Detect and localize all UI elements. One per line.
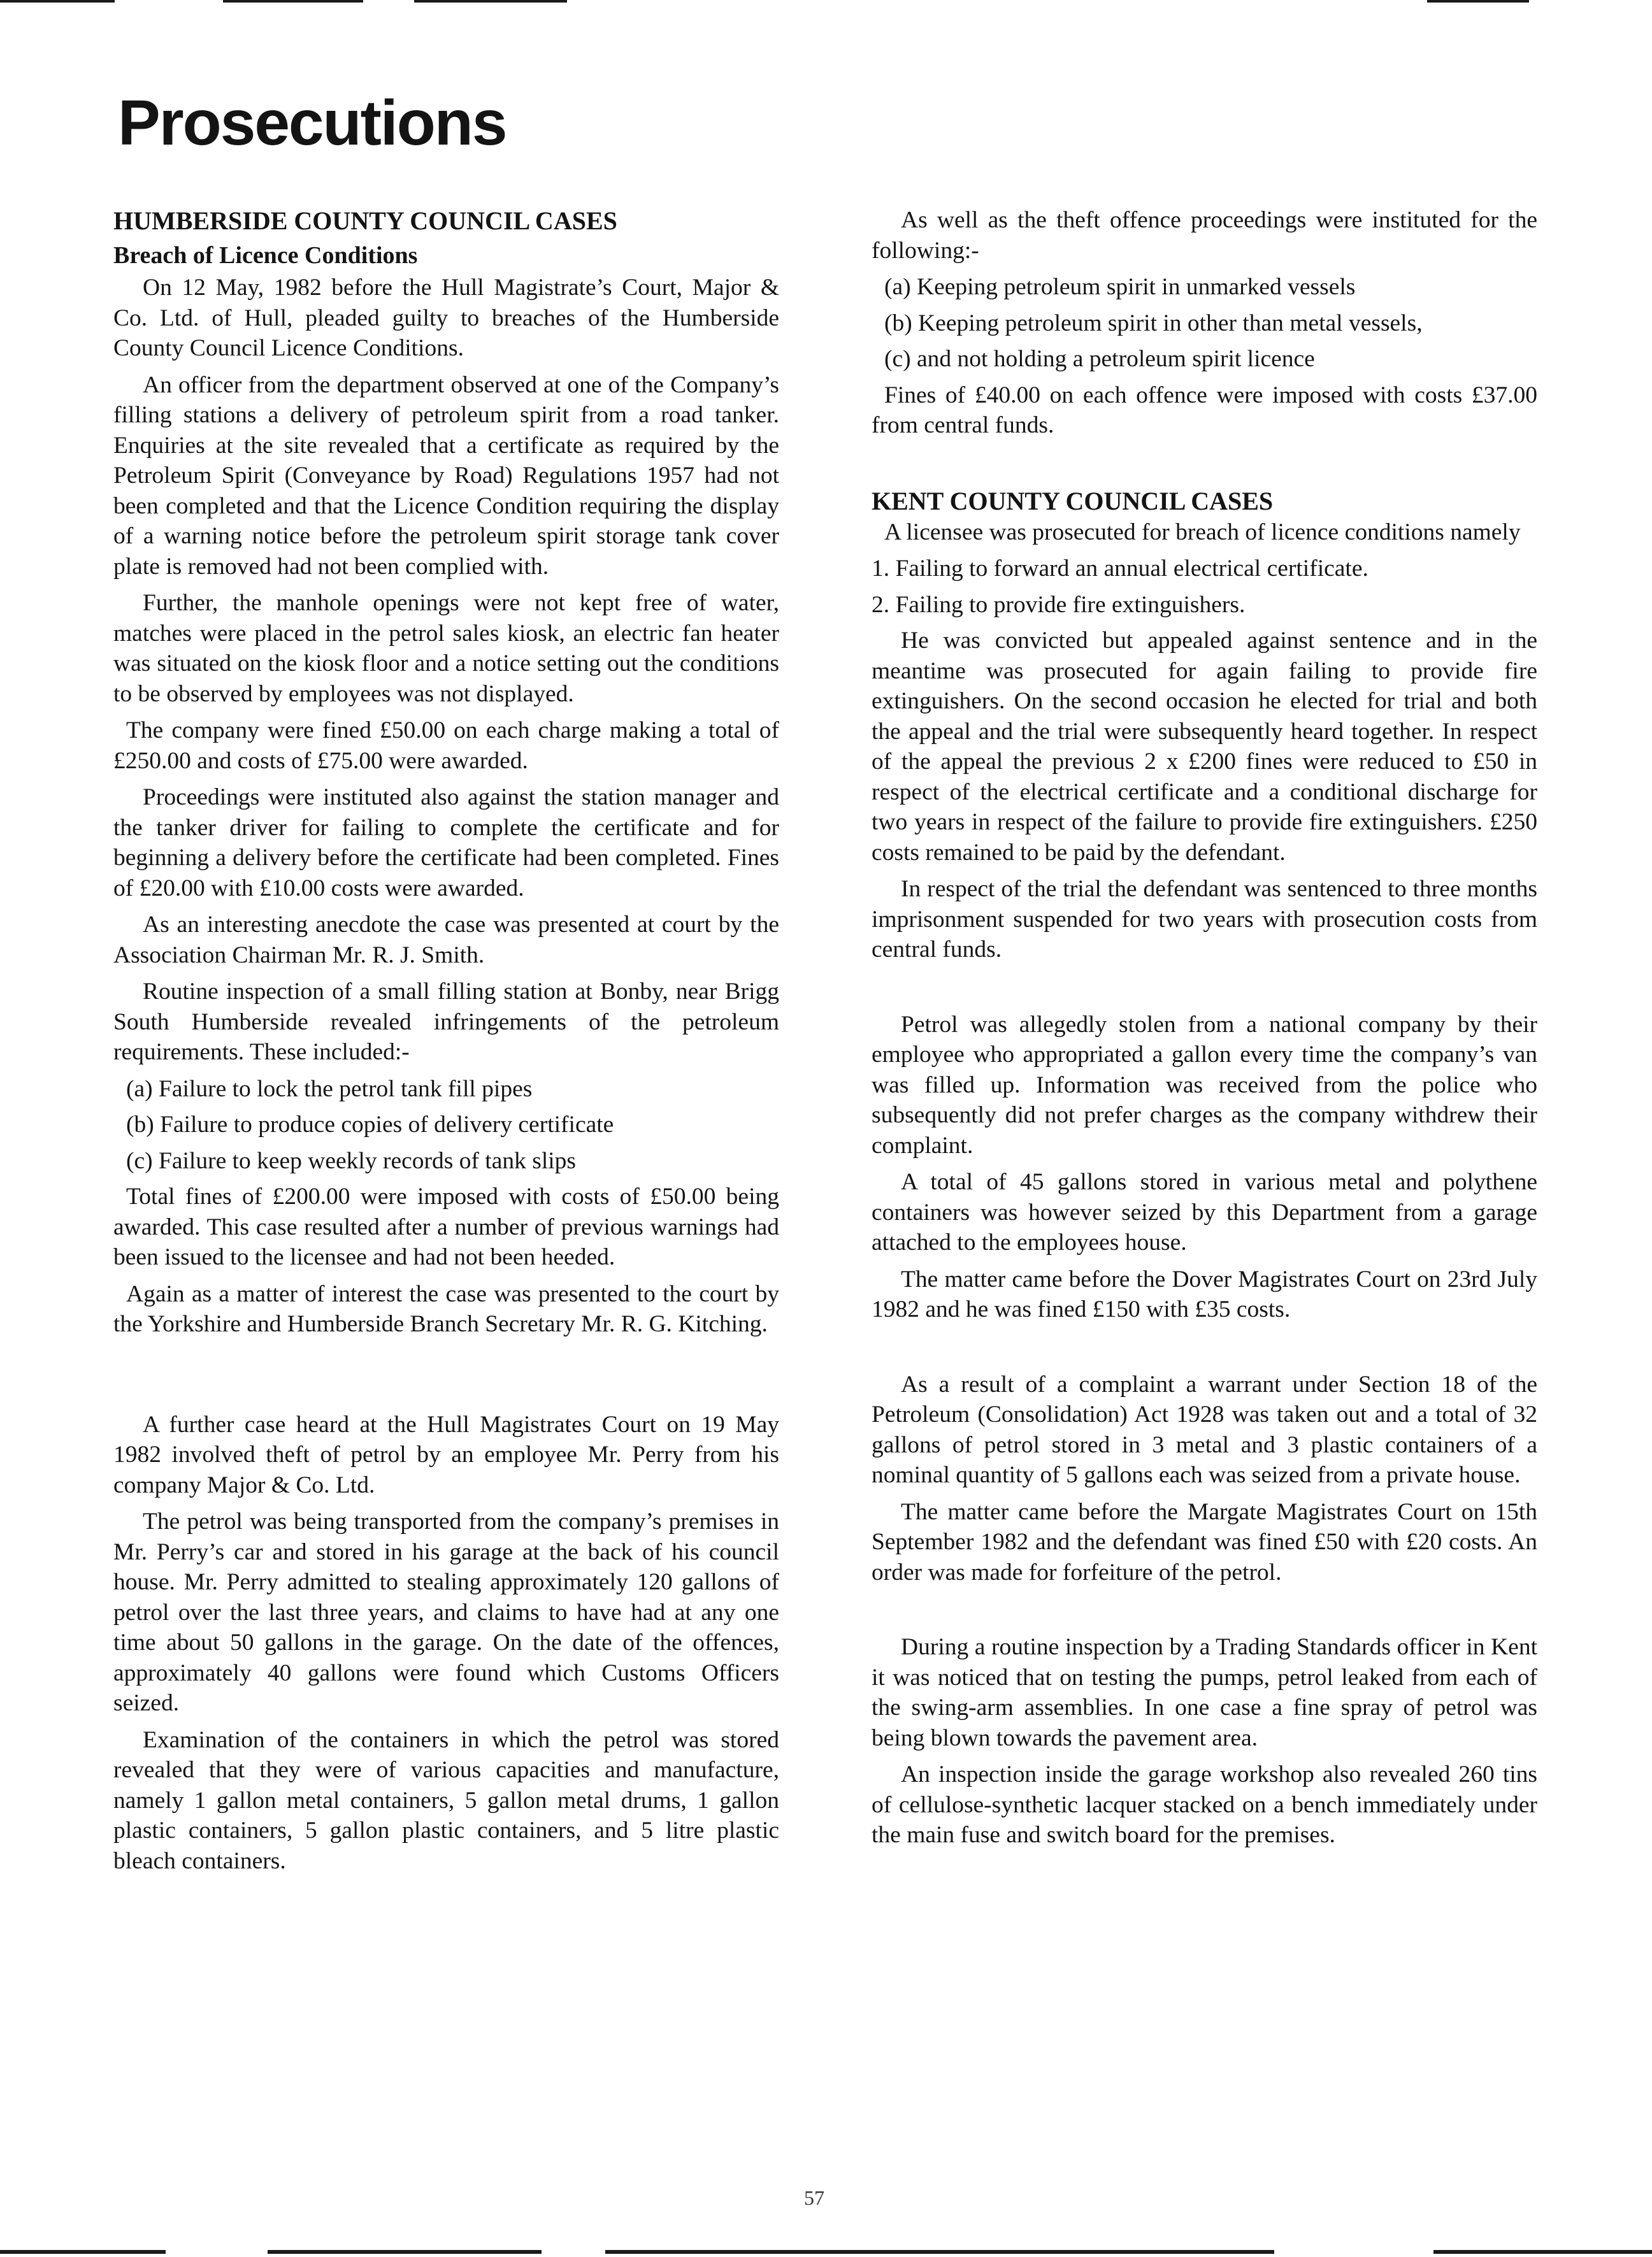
paragraph: As an interesting anecdote the case was presented at court by the Association Chairman Mr. R. J. Smith. [113,912,779,968]
top-border-rule [0,0,115,3]
infringement-list [113,1074,779,1177]
section-spacer [872,971,1537,1010]
list-item: 2. Failing to provide fire extinguishers. [872,591,1246,618]
right-column [872,205,1537,1857]
top-border-rule [1427,0,1529,3]
paragraph: Again as a matter of interest the case was presented to the court by the Yorkshire and Humberside Branch Secretary Mr. R. G. Kitching. [113,1280,779,1337]
paragraph: Fines of £40.00 on each offence were imposed with costs £37.00 from central funds. [872,382,1537,438]
paragraph: Routine inspection of a small filling station at Bonby, near Brigg South Humberside revealed infringements of the petroleum requirements. These included:- [113,978,779,1065]
top-border-rule [414,0,567,3]
bottom-border-rule [268,2250,542,2254]
paragraph: The petrol was being transported from the company’s premises in Mr. Perry’s car and stored in his garage at the back of his council house. Mr. Perry admitted to stealing approximately 120 gallons of petrol over the last three years, and claims to have had at any one time about 50 gallons in the garage. On the date of the offences, approximately 40 gallons were found which Customs Officers seized. [113,1508,779,1716]
paragraph: The matter came before the Margate Magistrates Court on 15th September 1982 and the defendant was fined £50 with £20 costs. An order was made for forfeiture of the petrol. [872,1498,1537,1586]
paragraph: In respect of the trial the defendant was sentenced to three months imprisonment suspended for two years with prosecution costs from central funds. [872,876,1537,963]
section-spacer [872,447,1537,485]
paragraph: Proceedings were instituted also against the station manager and the tanker driver for failing to complete the certificate and for beginning a delivery before the certificate had been completed. Fines of £20.00 with £10.00 costs were awarded. [113,784,779,901]
bottom-border-rule [605,2250,1274,2254]
top-border-rule [223,0,363,3]
offence-list [872,272,1537,375]
left-column [113,205,779,1882]
paragraph: On 12 May, 1982 before the Hull Magistrate’s Court, Major & Co. Ltd. of Hull, pleaded guilty to breaches of the Humberside County Council Licence Conditions. [113,275,779,361]
paragraph: During a routine inspection by a Trading Standards officer in Kent it was noticed that on testing the pumps, petrol leaked from each of the swing-arm assemblies. In one case a fine spray of petrol was being blown towards the pavement area. [872,1634,1537,1751]
list-item: (a) Failure to lock the petrol tank fill pipes [126,1075,533,1102]
licence-breach-list [872,554,1537,620]
paragraph: Total fines of £200.00 were imposed with costs of £50.00 being awarded. This case resulted after a number of previous warnings had been issued to the licensee and had not been heeded. [113,1184,779,1270]
list-item: (a) Keeping petroleum spirit in unmarked vessels [884,274,1356,300]
paragraph: As well as the theft offence proceedings were instituted for the following:- [872,207,1537,264]
paragraph: Further, the manhole openings were not kept free of water, matches were placed in the petrol sales kiosk, an electric fan heater was situated on the kiosk floor and a notice setting out the conditions to be observed by employees was not displayed. [113,590,779,707]
paragraph: The company were fined £50.00 on each charge making a total of £250.00 and costs of £75.00 were awarded. [113,717,779,774]
list-item: (b) Failure to produce copies of delivery certificate [126,1112,614,1138]
list-item: (c) Failure to keep weekly records of tank slips [126,1147,577,1174]
paragraph: An inspection inside the garage workshop also revealed 260 tins of cellulose-synthetic lacquer stacked on a bench immediately under the main fuse and switch board for the premises. [872,1761,1537,1848]
paragraph: He was convicted but appealed against sentence and in the meantime was prosecuted for again failing to provide fire extinguishers. On the second occasion he elected for trial and both the appeal and the trial were subsequently heard together. In respect of the appeal the previous 2 x £200 fines were reduced to £50 in respect of the electrical certificate and a conditional discharge for two years in respect of the failure to provide fire extinguishers. £250 costs remained to be paid by the defendant. [872,627,1537,866]
section-heading-kent: KENT COUNTY COUNCIL CASES [872,486,1274,515]
list-item: (c) and not holding a petroleum spirit licence [884,346,1315,372]
paragraph: Examination of the containers in which the petrol was stored revealed that they were of various capacities and manufacture, namely 1 gallon metal containers, 5 gallon metal drums, 1 gallon plastic containers, 5 gallon plastic containers, and 5 litre plastic bleach containers. [113,1726,779,1874]
section-spacer [872,1331,1537,1370]
list-item: (b) Keeping petroleum spirit in other than metal vessels, [884,310,1423,336]
paragraph: A total of 45 gallons stored in various metal and polythene containers was however seized by this Department from a garage attached to the employees house. [872,1169,1537,1256]
section-spacer [872,1594,1537,1632]
paragraph: As a result of a complaint a warrant under Section 18 of the Petroleum (Consolidation) Act 1928 was taken out and a total of 32 gallons of petrol stored in 3 metal and 3 plastic containers of a nominal quantity of 5 gallons each was seized from a private house. [872,1371,1537,1488]
bottom-border-rule [0,2250,166,2254]
paragraph: A licensee was prosecuted for breach of licence conditions namely [884,519,1521,545]
page-title: Prosecutions [118,87,506,159]
paragraph: An officer from the department observed at one of the Company’s filling stations a delivery of petroleum spirit from a road tanker. Enquiries at the site revealed that a certificate as required by the Petroleum Spirit (Conveyance by Road) Regulations 1957 had not been completed and that the Licence Condition requiring the display of a warning notice before the petroleum spirit storage tank cover plate is removed had not been complied with. [113,371,779,580]
paragraph: A further case heard at the Hull Magistrates Court on 19 May 1982 involved theft of petrol by an employee Mr. Perry from his company Major & Co. Ltd. [113,1411,779,1498]
paragraph: Petrol was allegedly stolen from a national company by their employee who appropriated a gallon every time the company’s van was filled up. Information was received from the police who subsequently did not prefer charges as the company withdrew their complaint. [872,1011,1537,1159]
bottom-border-rule [1433,2250,1652,2254]
page-number: 57 [804,2186,824,2209]
section-heading-humberside: HUMBERSIDE COUNTY COUNCIL CASES [113,206,617,235]
section-spacer [113,1346,779,1410]
subheading-breach-of-licence: Breach of Licence Conditions [113,242,418,269]
paragraph: The matter came before the Dover Magistrates Court on 23rd July 1982 and he was fined £150 with £35 costs. [872,1266,1537,1322]
list-item: 1. Failing to forward an annual electrical certificate. [872,555,1368,582]
